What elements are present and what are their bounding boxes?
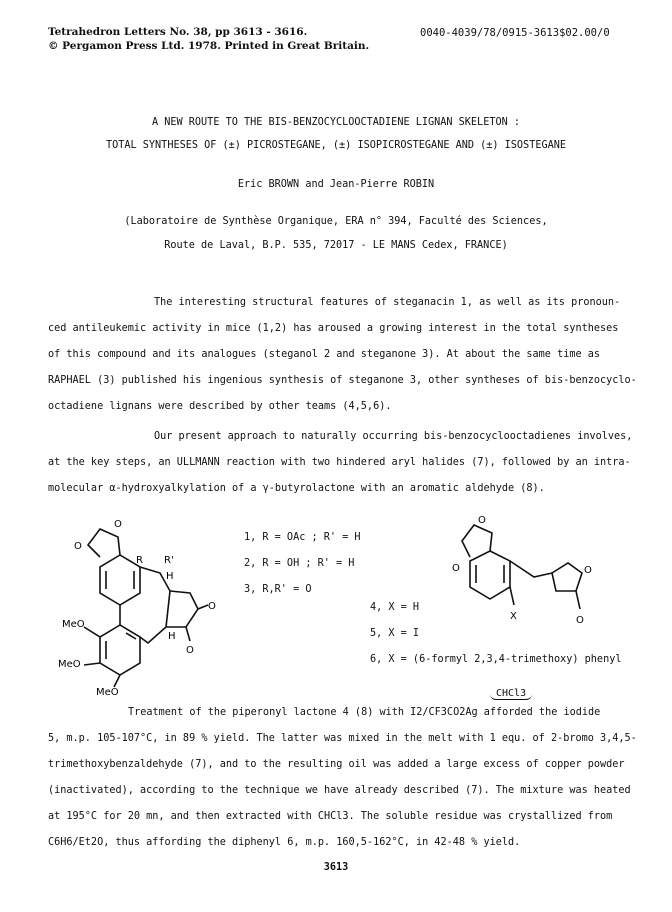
- structure-left-label: O: [74, 541, 82, 552]
- paragraph-2-line: Our present approach to naturally occurring bis-benzocyclooctadienes involves,: [154, 431, 633, 442]
- paragraph-1-line: of this compound and its analogues (steganol 2 and steganone 3). At about the same time as: [48, 349, 601, 360]
- paragraph-3-line: (inactivated), according to the technique we have already described (7). The mixture was heated: [48, 785, 631, 796]
- structure-piperonyl-lactone: [452, 515, 622, 640]
- paragraph-1-line: ced antileukemic activity in mice (1,2) has aroused a growing interest in the total syntheses: [48, 323, 619, 334]
- structure-left-label: MeO: [62, 619, 85, 630]
- paragraph-3-line: at 195°C for 20 mn, and then extracted with CHCl3. The soluble residue was crystallized from: [48, 811, 613, 822]
- journal-citation: Tetrahedron Letters No. 38, pp 3613 - 3616.: [48, 26, 308, 38]
- paragraph-3-line: Treatment of the piperonyl lactone 4 (8) with I2/CF3CO2Ag afforded the iodide: [128, 707, 601, 718]
- article-code: 0040-4039/78/0915-3613$02.00/0: [420, 27, 610, 39]
- compound-1: 1, R = OAc ; R' = H: [244, 532, 361, 543]
- compound-6: 6, X = (6-formyl 2,3,4-trimethoxy) phenyl: [370, 654, 622, 665]
- structure-left-label: MeO: [96, 687, 119, 695]
- compound-3: 3, R,R' = O: [244, 584, 312, 595]
- affiliation-line-2: Route de Laval, B.P. 535, 72017 - LE MANS Cedex, FRANCE): [164, 240, 508, 251]
- structure-left-label: R: [136, 555, 143, 566]
- page-number: 3613: [323, 862, 349, 873]
- structure-right-label: X: [510, 611, 517, 622]
- handwritten-annotation: CHCl3: [490, 688, 532, 700]
- structure-left-label: O: [186, 645, 194, 656]
- structure-right-label: O: [584, 565, 592, 576]
- paragraph-2-line: molecular α-hydroxyalkylation of a γ-butyrolactone with an aromatic aldehyde (8).: [48, 483, 545, 494]
- paragraph-3-line: 5, m.p. 105-107°C, in 89 % yield. The latter was mixed in the melt with 1 equ. of 2-bromo 3,4,5-: [48, 733, 637, 744]
- structure-bis-benzocyclooctadiene: [48, 515, 238, 695]
- paragraph-2-line: at the key steps, an ULLMANN reaction with two hindered aryl halides (7), followed by an intra-: [48, 457, 631, 468]
- structure-right-label: O: [452, 563, 460, 574]
- paragraph-3-line: trimethoxybenzaldehyde (7), and to the resulting oil was added a large excess of copper powder: [48, 759, 625, 770]
- structure-right-label: O: [576, 615, 584, 626]
- affiliation-line-1: (Laboratoire de Synthèse Organique, ERA n° 394, Faculté des Sciences,: [124, 216, 548, 227]
- authors: Eric BROWN and Jean-Pierre ROBIN: [237, 179, 435, 190]
- paragraph-3: [48, 700, 640, 856]
- paragraph-1: [48, 290, 640, 420]
- structure-right-label: O: [478, 515, 486, 526]
- structure-left-label: MeO: [58, 659, 81, 670]
- paragraph-1-line: The interesting structural features of steganacin 1, as well as its pronoun-: [154, 297, 621, 308]
- paragraph-3-line: C6H6/Et2O, thus affording the diphenyl 6, m.p. 160,5-162°C, in 42-48 % yield.: [48, 837, 521, 848]
- structure-left-label: O: [114, 519, 122, 530]
- paragraph-1-line: RAPHAEL (3) published his ingenious synthesis of steganone 3, other syntheses of bis-benzocyclo-: [48, 375, 637, 386]
- compound-2: 2, R = OH ; R' = H: [244, 558, 355, 569]
- compound-5: 5, X = I: [370, 628, 420, 639]
- structure-left-label: R': [164, 555, 174, 566]
- title-line-2: TOTAL SYNTHESES OF (±) PICROSTEGANE, (±) ISOPICROSTEGANE AND (±) ISOSTEGANE: [105, 140, 566, 151]
- structure-left-label: H: [168, 631, 176, 642]
- publisher-line: © Pergamon Press Ltd. 1978. Printed in Great Britain.: [48, 40, 370, 52]
- paragraph-2: [48, 424, 640, 502]
- compound-4: 4, X = H: [370, 602, 420, 613]
- title-line-1: A NEW ROUTE TO THE BIS-BENZOCYCLOOCTADIENE LIGNAN SKELETON :: [151, 117, 520, 128]
- structure-left-label: H: [166, 571, 174, 582]
- structure-left-label: O: [208, 601, 216, 612]
- paragraph-1-line: octadiene lignans were described by other teams (4,5,6).: [48, 401, 392, 412]
